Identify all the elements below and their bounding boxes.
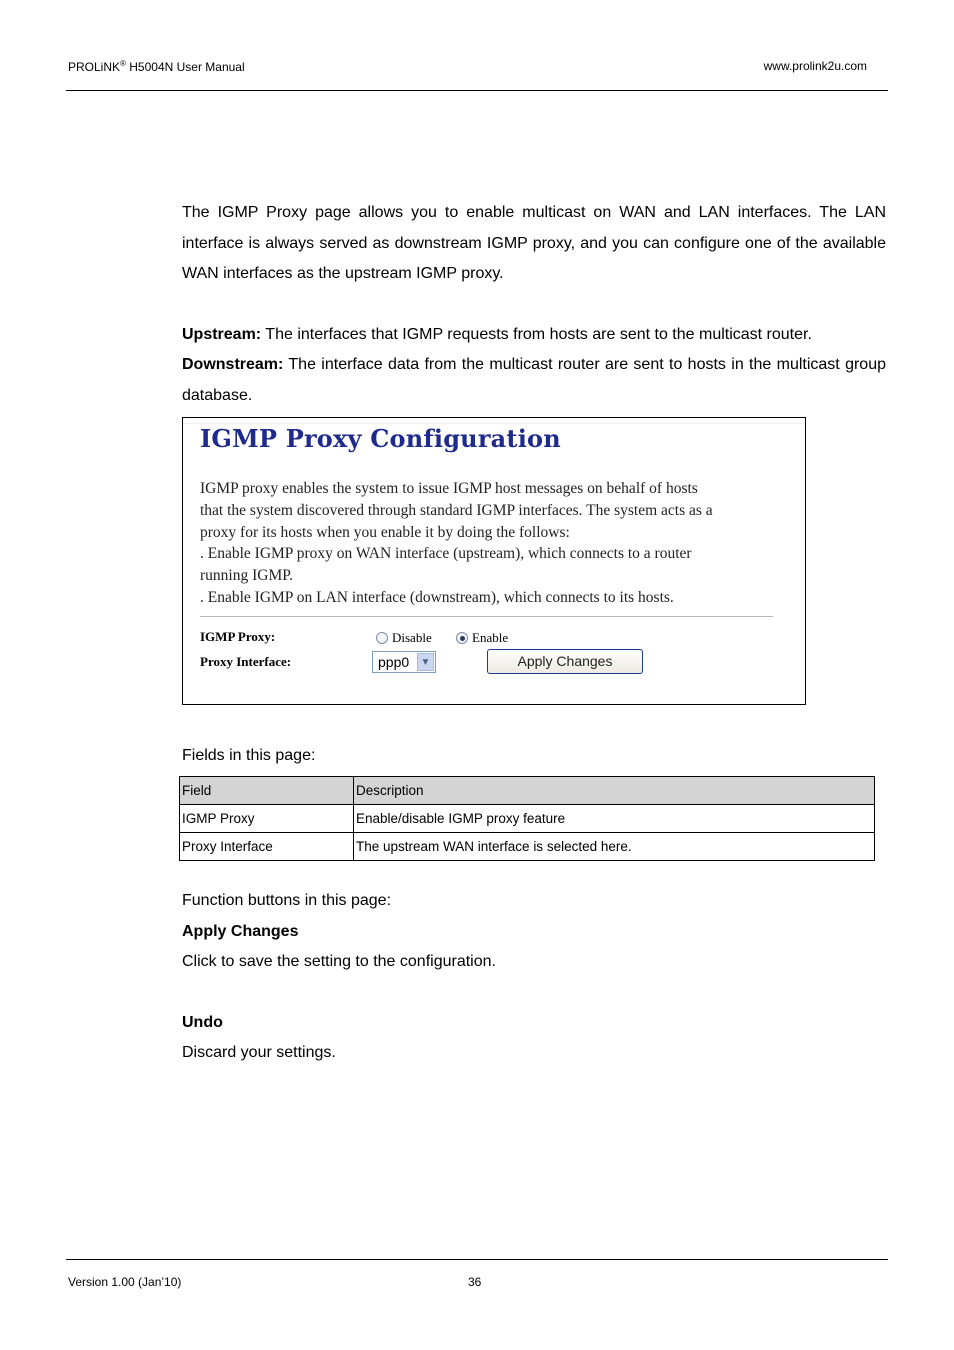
table-cell: Enable/disable IGMP proxy feature [354, 805, 875, 833]
upstream-text: The interfaces that IGMP requests from hosts are sent to the multicast router. [261, 326, 812, 343]
table-header-row [180, 777, 875, 805]
downstream-text: The interface data from the multicast router are sent to hosts in the multicast group database. [182, 356, 886, 404]
footer-rule [66, 1259, 888, 1260]
disable-radio[interactable] [376, 630, 432, 646]
buttons-heading: Function buttons in this page: [182, 892, 392, 909]
registered-mark: ® [120, 59, 126, 68]
chevron-down-icon[interactable]: ▼ [417, 653, 434, 671]
screenshot-title: IGMP Proxy Configuration [200, 424, 561, 453]
downstream-term: Downstream: [182, 356, 284, 373]
table-header-cell: Description [354, 777, 875, 805]
desc-line: proxy for its hosts when you enable it by doing the follows: [200, 523, 570, 541]
page-number: 36 [468, 1275, 482, 1289]
fields-table [179, 776, 875, 861]
undo-text: Discard your settings. [182, 1044, 336, 1061]
footer-version: Version 1.00 (Jan’10) [68, 1275, 182, 1289]
desc-line: . Enable IGMP on LAN interface (downstream), which connects to its hosts. [200, 588, 674, 606]
desc-line: . Enable IGMP proxy on WAN interface (upstream), which connects to a router [200, 545, 692, 563]
enable-radio[interactable] [456, 630, 508, 646]
table-header-cell: Field [180, 777, 354, 805]
disable-radio-label: Disable [392, 630, 432, 645]
fields-heading: Fields in this page: [182, 747, 316, 764]
enable-radio-label: Enable [472, 630, 509, 645]
table-cell: The upstream WAN interface is selected here. [354, 833, 875, 861]
desc-line: running IGMP. [200, 567, 294, 585]
intro-paragraph: The IGMP Proxy page allows you to enable multicast on WAN and LAN interfaces. The LAN interface is always served as downstream IGMP proxy, and you can configure one of the available WAN interfaces as the upstream IGMP proxy. [182, 204, 886, 282]
header-rule [66, 90, 888, 91]
upstream-definition [182, 320, 886, 351]
desc-line: IGMP proxy enables the system to issue IGMP host messages on behalf of hosts [200, 480, 698, 497]
table-row [180, 805, 875, 833]
screenshot-description [200, 478, 780, 609]
header-website: www.prolink2u.com [763, 59, 867, 73]
proxy-interface-value: ppp0 [378, 654, 410, 670]
downstream-definition [182, 350, 886, 411]
proxy-interface-select[interactable] [372, 651, 436, 673]
table-row [180, 833, 875, 861]
igmp-proxy-label: IGMP Proxy: [200, 629, 276, 644]
upstream-term: Upstream: [182, 326, 262, 343]
igmp-config-screenshot [182, 417, 806, 705]
radio-checked-icon [456, 632, 468, 644]
apply-changes-title: Apply Changes [182, 923, 299, 940]
undo-title: Undo [182, 1014, 223, 1031]
brand-name: PROLiNK [68, 60, 121, 74]
desc-line: that the system discovered through standard IGMP interfaces. The system acts as a [200, 501, 713, 519]
header-title [68, 59, 245, 74]
radio-unchecked-icon [376, 632, 388, 644]
proxy-interface-label: Proxy Interface: [200, 654, 292, 669]
screenshot-separator [200, 616, 773, 617]
table-cell: IGMP Proxy [180, 805, 354, 833]
table-cell: Proxy Interface [180, 833, 354, 861]
apply-changes-button[interactable]: Apply Changes [487, 649, 643, 674]
apply-changes-text: Click to save the setting to the configuration. [182, 953, 496, 970]
manual-title: H5004N User Manual [125, 60, 245, 74]
